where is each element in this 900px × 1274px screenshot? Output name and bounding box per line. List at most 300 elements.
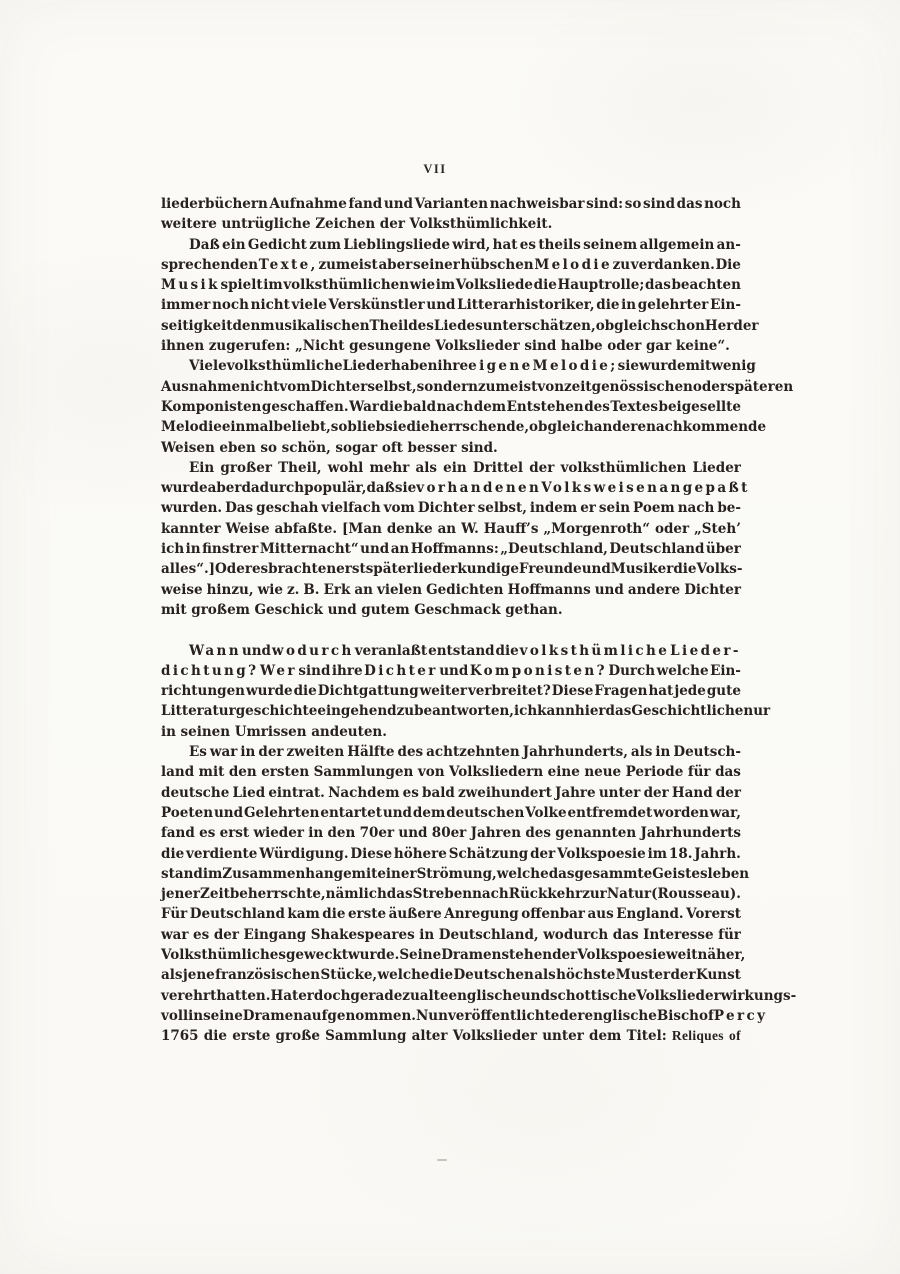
- word: B.: [303, 581, 320, 598]
- word: im: [647, 845, 668, 862]
- word: welche: [377, 967, 430, 984]
- word: Fragen: [594, 683, 648, 700]
- word: (Rousseau).: [651, 886, 741, 903]
- word: Lieblingsliede: [343, 236, 450, 253]
- word: den: [327, 825, 356, 842]
- word: musikalischen: [260, 317, 370, 334]
- word: in: [185, 541, 201, 558]
- word: Lieder: [342, 358, 392, 375]
- word: einer: [377, 865, 417, 882]
- word: Dichter: [417, 500, 475, 517]
- word: Viele: [189, 358, 227, 375]
- word: der: [670, 967, 696, 984]
- word: an-: [716, 236, 741, 253]
- word: voll: [161, 1007, 189, 1024]
- word: in: [621, 297, 637, 314]
- word: 70er: [359, 825, 395, 842]
- word: französischen: [215, 967, 321, 984]
- word: aber: [207, 480, 242, 497]
- word: Volke: [525, 804, 567, 821]
- word: ihnen: [161, 338, 205, 355]
- word: die: [429, 967, 454, 984]
- word: des: [584, 398, 610, 415]
- word: gutem: [361, 601, 410, 618]
- word: Dichtgattung: [317, 683, 419, 700]
- word: liederbüchern: [161, 196, 268, 212]
- word: Sammlung: [325, 1028, 407, 1045]
- word: kam: [287, 906, 320, 923]
- word: kannter: [161, 520, 221, 537]
- word: nach: [436, 398, 474, 415]
- word: Verskünstler: [328, 297, 425, 314]
- word: Schätzung: [448, 845, 529, 862]
- word: sind: [643, 196, 676, 212]
- word: vielfach: [321, 500, 381, 517]
- word: und: [327, 601, 357, 618]
- word: ich: [161, 541, 185, 558]
- word: brachten: [268, 561, 337, 578]
- word: und: [213, 804, 244, 821]
- text-line: [161, 419, 767, 439]
- text-line: [161, 317, 759, 338]
- word: land: [161, 764, 195, 781]
- text-line: [161, 764, 741, 784]
- word: Nachdem: [328, 784, 400, 801]
- word: Wann: [189, 642, 241, 659]
- word: allgemein: [639, 236, 715, 253]
- word: kann: [537, 703, 575, 720]
- word: an: [437, 520, 457, 537]
- text-line: [161, 440, 741, 460]
- word: eben: [219, 439, 256, 456]
- word: einmal: [221, 419, 274, 436]
- word: Jahrh.: [694, 845, 741, 862]
- word: viele: [291, 297, 327, 314]
- word: zweihundert: [457, 784, 552, 801]
- word: England.: [616, 906, 684, 923]
- text-line: [161, 683, 741, 703]
- word: es: [199, 825, 216, 842]
- word: die: [495, 642, 519, 659]
- word: entstand: [428, 642, 495, 659]
- word: wieder: [253, 825, 304, 842]
- word: äußere: [388, 906, 442, 923]
- word: Dichter: [364, 662, 438, 679]
- word: wurde.: [348, 946, 400, 963]
- word: Percy: [713, 1007, 768, 1024]
- text-line: [161, 846, 741, 866]
- word: Lieder-: [670, 642, 741, 659]
- word: in: [188, 1007, 204, 1024]
- word: als: [415, 459, 437, 476]
- word: vom: [383, 500, 415, 517]
- word: mit: [161, 601, 187, 618]
- word: populär,: [304, 480, 367, 497]
- word: Volkspoesie: [557, 845, 646, 862]
- text-line: [161, 724, 741, 744]
- word: Drittel: [472, 459, 524, 476]
- word: in: [308, 825, 324, 842]
- word: Interesse: [643, 926, 714, 943]
- word: gesungene: [349, 338, 431, 355]
- word: Volksthümlichkeit.: [409, 216, 553, 233]
- word: schön,: [281, 439, 331, 456]
- word: oder: [607, 338, 642, 355]
- word: Geschmack: [414, 601, 501, 618]
- word: Volkslieder: [435, 338, 520, 355]
- word: nämlich: [325, 886, 387, 903]
- word: schottische: [549, 987, 637, 1004]
- word: beherrschte,: [229, 886, 326, 903]
- word: theils: [538, 236, 581, 253]
- word: das: [548, 865, 575, 882]
- word: Geschick: [254, 601, 323, 618]
- word: gelehrter: [637, 297, 709, 314]
- word: denke: [386, 520, 433, 537]
- word: fand: [161, 825, 195, 842]
- word: „Morgenroth“: [543, 520, 651, 537]
- word: und: [426, 297, 456, 314]
- word: Rückkehr: [508, 886, 583, 903]
- word: Ausnahme: [161, 378, 241, 395]
- word: schon: [660, 317, 705, 334]
- word: die: [406, 419, 430, 436]
- word: unter: [598, 784, 641, 801]
- word: gar: [645, 338, 672, 355]
- paragraph: [161, 744, 797, 1048]
- word: volksthümlichen: [283, 277, 410, 294]
- word: Litterarhistoriker,: [457, 297, 595, 314]
- word: vom: [279, 378, 311, 395]
- word: finstrer: [202, 541, 259, 558]
- word: jede: [674, 683, 706, 700]
- word: nachweisbar: [489, 196, 585, 212]
- word: Titel:: [626, 1028, 667, 1045]
- word: im: [202, 865, 223, 882]
- word: dem: [589, 1028, 622, 1045]
- word: wie: [409, 277, 436, 294]
- word: hat: [648, 683, 674, 700]
- word: welche: [496, 865, 549, 882]
- word: Melodie;: [532, 358, 618, 375]
- word: ein: [443, 459, 467, 476]
- word: zugerufen:: [208, 338, 291, 355]
- word: Hoffmanns:: [410, 541, 499, 558]
- text-line: [161, 480, 750, 500]
- word: Hauptrolle;: [557, 277, 645, 294]
- word: Lieder: [692, 459, 741, 476]
- word: wie: [257, 581, 283, 598]
- word: haben: [391, 358, 438, 375]
- word: beantworten,: [414, 703, 514, 720]
- word: worden: [653, 804, 709, 821]
- word: geschah: [256, 500, 319, 517]
- word: Umrissen: [234, 723, 307, 740]
- word: welche: [656, 662, 709, 679]
- word: erst: [219, 825, 250, 842]
- word: späteren: [727, 378, 794, 395]
- word: veröffentlichte: [447, 1007, 560, 1024]
- word: seinem: [583, 236, 638, 253]
- paragraph: [161, 358, 794, 459]
- word: sprechenden: [161, 256, 259, 273]
- word: später: [365, 561, 414, 578]
- word: wird,: [452, 236, 491, 253]
- word: Mitternacht“: [259, 541, 359, 558]
- word: weitere: [161, 216, 217, 233]
- word: alter: [411, 1028, 448, 1045]
- word: Jahrhunderts: [640, 825, 741, 842]
- text-line: [161, 521, 741, 541]
- word: Reliques: [671, 1028, 724, 1044]
- word: [Man: [341, 520, 382, 537]
- word: Melodie: [161, 419, 222, 436]
- word: zur: [582, 886, 607, 903]
- word: zweiten: [286, 744, 345, 761]
- word: sie: [385, 419, 407, 436]
- word: Periode: [625, 764, 684, 781]
- word: Durch: [608, 662, 656, 679]
- word: wurden.: [161, 500, 223, 517]
- word: Entstehen: [506, 398, 584, 415]
- word: beachten: [671, 277, 741, 294]
- word: Geschichtliche: [631, 703, 744, 720]
- word: Komponisten: [161, 398, 262, 415]
- word: die: [596, 297, 620, 314]
- word: und: [581, 561, 611, 578]
- word: jener: [161, 886, 200, 903]
- word: englische: [448, 987, 521, 1004]
- word: obgleich: [529, 419, 594, 436]
- word: das: [715, 764, 741, 781]
- word: zu: [612, 256, 631, 273]
- text-line: [161, 643, 741, 663]
- word: erst: [336, 561, 366, 578]
- word: ich: [513, 703, 538, 720]
- word: mit: [351, 865, 378, 882]
- word: Strömung,: [416, 865, 497, 882]
- word: Das: [225, 500, 254, 517]
- word: entfremdet: [567, 804, 653, 821]
- word: Zeichen: [315, 216, 376, 233]
- word: höhere: [393, 845, 447, 862]
- word: Vorerst: [686, 906, 741, 923]
- word: Deutschland: [189, 906, 285, 923]
- word: vielen: [376, 581, 423, 598]
- word: verdanken.: [630, 256, 715, 273]
- word: erste: [232, 1028, 271, 1045]
- word: halbe: [560, 338, 603, 355]
- word: hübschen: [460, 256, 534, 273]
- word: Erk: [323, 581, 351, 598]
- word: Deutsch-: [673, 744, 741, 761]
- word: „Steh’: [694, 520, 741, 537]
- word: Jahrhunderts,: [522, 744, 628, 761]
- word: die: [161, 845, 185, 862]
- word: dadurch: [241, 480, 305, 497]
- word: das: [645, 277, 671, 294]
- word: Freunde: [519, 561, 582, 578]
- word: andere: [627, 581, 681, 598]
- word: sind: [298, 662, 331, 679]
- word: ihre: [331, 662, 363, 679]
- text-line: [161, 865, 750, 886]
- word: über: [705, 541, 741, 558]
- word: aufgenommen.: [303, 1007, 416, 1024]
- word: verdiente: [186, 845, 258, 862]
- text-block: [161, 196, 797, 1048]
- text-line: [161, 785, 741, 805]
- word: Deutschland: [609, 541, 705, 558]
- text-line: [161, 460, 741, 480]
- word: und: [360, 541, 390, 558]
- word: deutschen: [446, 804, 525, 821]
- word: Weise: [225, 520, 270, 537]
- word: volksthümliche: [226, 358, 343, 375]
- word: Anregung: [444, 906, 519, 923]
- word: alles“.]: [161, 561, 216, 578]
- word: besser: [407, 439, 457, 456]
- word: wurde: [638, 358, 686, 375]
- word: oft: [381, 439, 403, 456]
- word: eigene: [468, 358, 533, 375]
- word: ein: [222, 236, 246, 253]
- paragraph: [161, 642, 771, 744]
- word: Jahre: [554, 784, 596, 801]
- word: das: [676, 196, 703, 212]
- word: Für: [161, 906, 188, 923]
- word: sie: [617, 358, 639, 375]
- word: spielt: [220, 277, 263, 294]
- word: Aufnahme: [269, 196, 347, 212]
- word: der: [213, 926, 239, 943]
- word: verehrt: [161, 987, 217, 1004]
- word: andere: [593, 419, 647, 436]
- text-line: [161, 338, 741, 358]
- word: W.: [461, 520, 479, 537]
- word: Hoffmanns: [507, 581, 591, 598]
- text-line: [161, 216, 741, 236]
- word: daß: [366, 480, 395, 497]
- word: wohl: [327, 459, 364, 476]
- text-line: [161, 582, 741, 602]
- word: Dramen: [441, 946, 502, 963]
- word: 80er: [431, 825, 467, 842]
- text-line: [161, 378, 794, 399]
- word: bald: [422, 784, 455, 801]
- word: indem: [529, 500, 578, 517]
- word: aus: [587, 906, 614, 923]
- word: dem: [412, 804, 446, 821]
- word: selbst,: [477, 500, 527, 517]
- word: seitigkeit: [161, 317, 233, 334]
- word: war: [161, 926, 189, 943]
- word: Es: [189, 744, 207, 761]
- word: Jahren: [470, 825, 522, 842]
- word: jene: [182, 967, 215, 984]
- word: Ein: [189, 459, 215, 476]
- text-line: [161, 237, 741, 257]
- word: weiter: [419, 683, 467, 700]
- word: unterschätzen,: [482, 317, 596, 334]
- word: sind.: [461, 439, 498, 456]
- word: seiner: [413, 256, 460, 273]
- word: be-: [717, 500, 741, 517]
- word: das: [605, 703, 632, 720]
- word: keine“.: [675, 338, 730, 355]
- word: von: [537, 378, 565, 395]
- word: Stücke,: [320, 967, 378, 984]
- word: von: [417, 764, 445, 781]
- word: es: [251, 561, 269, 578]
- word: geschaffen.: [261, 398, 349, 415]
- word: Nun: [415, 1007, 448, 1024]
- word: und: [383, 196, 413, 212]
- word: Streben: [412, 886, 473, 903]
- word: nach: [472, 886, 509, 903]
- word: ihre: [437, 358, 469, 375]
- word: bald: [403, 398, 437, 415]
- word: obgleich: [595, 317, 661, 334]
- word: großem: [191, 601, 250, 618]
- word: Volkslieder: [452, 1028, 538, 1045]
- word: Hauff’s: [483, 520, 539, 537]
- word: weit: [665, 946, 698, 963]
- word: mit: [685, 358, 712, 375]
- word: für: [718, 926, 741, 943]
- word: richtungen: [161, 683, 245, 700]
- text-line: [161, 703, 771, 723]
- word: volksthümlichen: [560, 459, 687, 476]
- word: in: [655, 744, 671, 761]
- word: vorhandenen: [416, 480, 542, 497]
- word: und: [594, 581, 624, 598]
- word: Musik: [161, 277, 220, 294]
- word: sogar: [335, 439, 378, 456]
- word: zum: [309, 236, 341, 253]
- word: zumeist: [478, 378, 538, 395]
- word: der: [379, 216, 405, 233]
- word: genannten: [555, 825, 637, 842]
- word: Textes: [610, 398, 658, 415]
- word: höchste: [556, 967, 616, 984]
- paragraph: [161, 236, 759, 359]
- word: Herder: [704, 317, 759, 334]
- text-line: [161, 196, 741, 216]
- word: Weisen: [161, 439, 215, 456]
- word: immer: [161, 297, 211, 314]
- text-line: [161, 358, 756, 378]
- word: näher,: [697, 946, 746, 963]
- word: an: [390, 541, 410, 558]
- word: englische: [584, 1007, 657, 1024]
- word: Dichter: [310, 378, 368, 395]
- word: der: [643, 784, 669, 801]
- word: beigesellte: [658, 398, 741, 415]
- word: sind:: [586, 196, 624, 212]
- word: Die: [715, 256, 741, 273]
- word: das: [612, 926, 639, 943]
- word: Dichter: [684, 581, 741, 598]
- word: Volksthümliches: [161, 946, 286, 963]
- word: Gedicht: [247, 236, 307, 253]
- word: hier: [574, 703, 606, 720]
- text-line: [161, 399, 741, 419]
- word: die: [203, 1028, 227, 1045]
- word: Daß: [189, 236, 220, 253]
- word: ersten: [261, 764, 310, 781]
- word: blieb: [347, 419, 386, 436]
